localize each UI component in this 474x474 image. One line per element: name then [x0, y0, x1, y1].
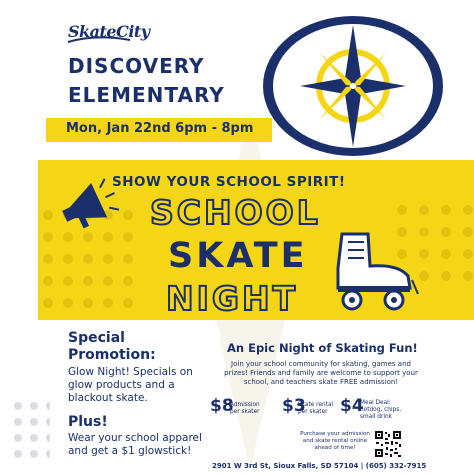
- price-admission-label: Admission per skater: [230, 402, 260, 415]
- price-skate-rental-label: Skate rental per skater: [298, 402, 334, 415]
- info-title: An Epic Night of Skating Fun!: [227, 341, 418, 355]
- roller-skate-icon: [328, 228, 420, 314]
- info-body: Join your school community for skating, games and prizes! Friends and family are welcome to support your school, and teachers skate FREE admission!: [224, 360, 418, 386]
- promotion-title: Special Promotion:: [68, 330, 156, 363]
- purchase-note: Purchase your admission and skate rental online ahead of time!: [300, 431, 370, 451]
- headline-night: NIGHT: [166, 279, 299, 318]
- price-meal-deal: $4: [340, 396, 364, 416]
- headline-school: SCHOOL: [150, 193, 321, 232]
- school-name-line2: ELEMENTARY: [68, 83, 225, 107]
- school-name-line1: DISCOVERY: [68, 54, 205, 78]
- plus-body: Wear your school apparel and get a $1 glowstick!: [68, 432, 202, 457]
- skatecity-logo: SkateCity: [68, 22, 150, 41]
- price-skate-rental: $3: [282, 396, 306, 416]
- qr-code-icon[interactable]: [374, 430, 402, 458]
- price-admission: $8: [210, 396, 234, 416]
- plus-title: Plus!: [68, 414, 108, 430]
- school-name: [68, 52, 258, 110]
- spirit-tagline: SHOW YOUR SCHOOL SPIRIT!: [112, 174, 346, 190]
- compass-star-icon: [260, 13, 446, 159]
- logo-swoosh-icon: [66, 34, 132, 46]
- headline-skate: SKATE: [168, 236, 308, 276]
- price-meal-deal-label: Meal Deal: hotdog, chips, small drink: [360, 400, 402, 420]
- footer-address: 2901 W 3rd St, Sioux Falls, SD 57104 | (605) 332-7915: [212, 462, 427, 470]
- event-date: Mon, Jan 22nd 6pm - 8pm: [66, 121, 254, 136]
- promotion-body: Glow Night! Specials on glow products and a blackout skate.: [68, 366, 193, 404]
